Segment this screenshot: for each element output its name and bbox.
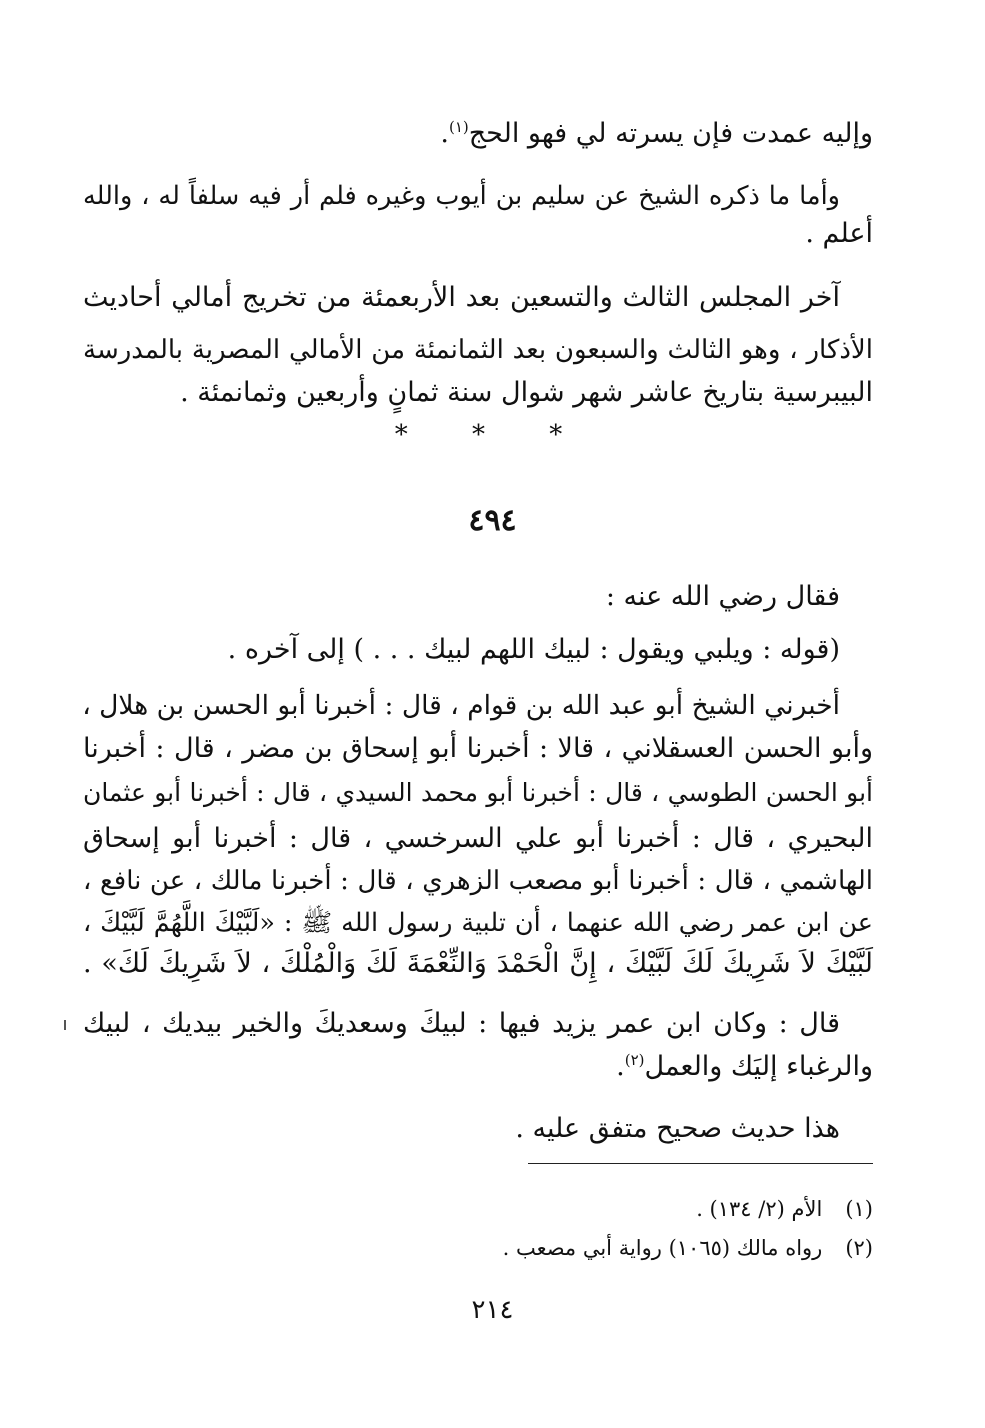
text-line: أبو الحسن الطوسي ، قال : أخبرنا أبو محمد السيدي ، قال : أخبرنا أبو عثمان xyxy=(83,778,873,807)
footnote-text: رواه مالك (١٠٦٥) رواية أبي مصعب . xyxy=(502,1236,823,1260)
text-line: أخبرني الشيخ أبو عبد الله بن قوام ، قال : أخبرنا أبو الحسن بن هلال ، xyxy=(82,690,840,721)
text-line: قال : وكان ابن عمر يزيد فيها : لبيكَ وسعديكَ والخير بيديك ، لبيك xyxy=(83,1008,840,1039)
footnote-number: (٢) xyxy=(845,1236,873,1260)
footnote-ref-2: (٢) xyxy=(624,1051,645,1069)
text-line: هذا حديث صحيح متفق عليه . xyxy=(515,1113,840,1144)
text-line: البحيري ، قال : أخبرنا أبو علي السرخسي ، قال : أخبرنا أبو إسحاق xyxy=(83,823,873,854)
footnote-ref-1: (١) xyxy=(448,118,469,136)
footnote-number: (١) xyxy=(845,1197,873,1221)
text-line: الهاشمي ، قال : أخبرنا أبو مصعب الزهري ، قال : أخبرنا مالك ، عن نافع ، xyxy=(83,866,873,896)
text-line: أعلم . xyxy=(805,218,873,249)
text-span: والرغباء إليَك والعمل xyxy=(644,1051,873,1082)
footnote xyxy=(83,1193,873,1225)
text-line: عن ابن عمر رضي الله عنهما ، أن تلبية رسول الله ﷺ : «لَبَّيْكَ اللَّهُمَّ لَبَّيْكَ ، xyxy=(83,908,873,938)
text-line: البيبرسية بتاريخ عاشر شهر شوال سنة ثمانٍ وأربعين وثمانمئة . xyxy=(180,377,873,408)
text-line xyxy=(83,112,873,156)
text-line: لَبَّيْكَ لاَ شَرِيكَ لَكَ لَبَّيْكَ ، إِنَّ الْحَمْدَ وَالنِّعْمَةَ لَكَ وَالْمُلْكَ ، لاَ شَرِيكَ لَكَ» . xyxy=(83,948,873,979)
footnote-divider xyxy=(528,1163,873,1164)
text-line: وأبو الحسن العسقلاني ، قالا : أخبرنا أبو إسحاق بن مضر ، قال : أخبرنا xyxy=(83,733,873,764)
text-line: الأذكار ، وهو الثالث والسبعون بعد الثمانمئة من الأمالي المصرية بالمدرسة xyxy=(83,335,873,365)
text-line: وأما ما ذكره الشيخ عن سليم بن أيوب وغيره فلم أر فيه سلفاً له ، والله xyxy=(83,181,840,211)
section-number: ٤٩٤ xyxy=(468,503,517,538)
text-line: فقال رضي الله عنه : xyxy=(605,581,840,612)
page-number: ٢١٤ xyxy=(471,1295,514,1325)
text-line: (قوله : ويلبي ويقول : لبيك اللهم لبيك . . . ) إلى آخره . xyxy=(227,634,840,665)
text-line xyxy=(83,1045,873,1089)
footnote-text: الأم (٢/ ١٣٤) . xyxy=(696,1197,823,1221)
text-span: . xyxy=(616,1051,625,1082)
text-span: . xyxy=(440,118,449,149)
scan-mark xyxy=(64,1020,66,1030)
section-separator: * * * xyxy=(394,420,591,450)
text-line: آخر المجلس الثالث والتسعين بعد الأربعمئة من تخريج أمالي أحاديث xyxy=(83,282,840,313)
text-span: وإليه عمدت فإن يسرته لي فهو الحج xyxy=(468,118,873,149)
footnote xyxy=(83,1232,873,1264)
